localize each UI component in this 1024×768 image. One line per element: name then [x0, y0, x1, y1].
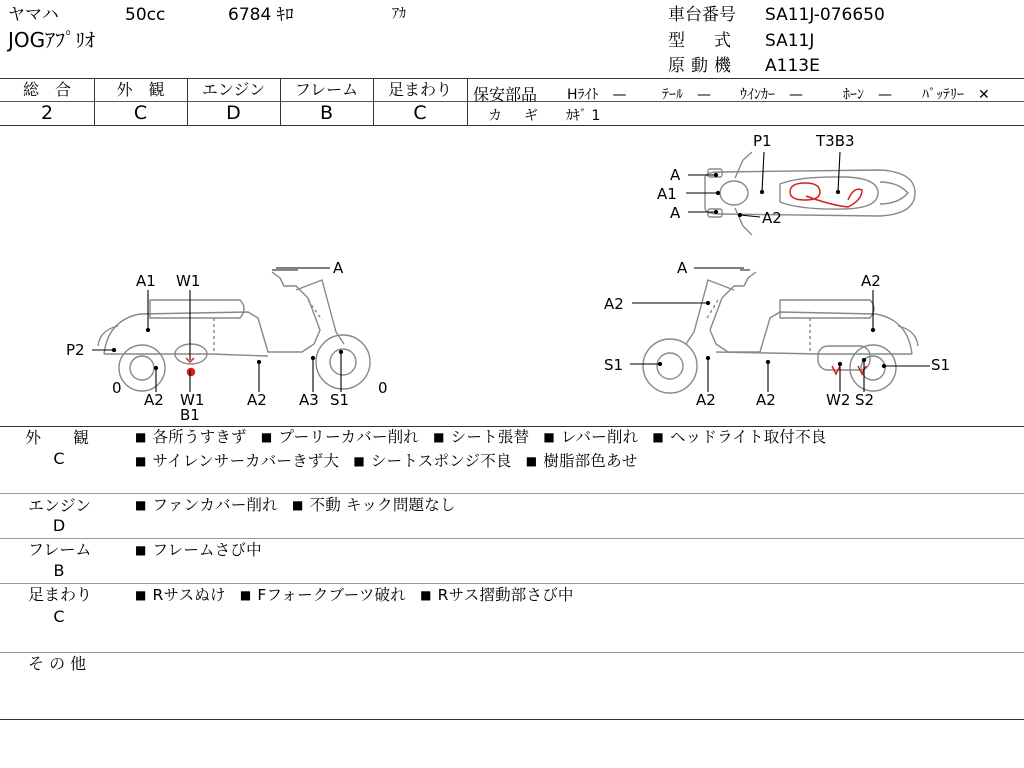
grade-header-frame: フレーム	[294, 80, 359, 99]
key-label: カ ギ	[488, 108, 542, 124]
safety-battery: ﾊﾞｯﾃﾘｰ ✕	[922, 87, 990, 103]
remark-text: シート張替	[450, 428, 530, 446]
label-right-a2-wheel: A2	[696, 391, 716, 409]
section-items	[135, 539, 1015, 563]
section-grade: B	[53, 561, 65, 580]
grade-header-suspension: 足まわり	[387, 80, 452, 99]
remark-text: ファンカバー削れ	[152, 496, 278, 514]
label-right-s1-front: S1	[604, 356, 624, 374]
bullet-square-icon: ■	[260, 430, 273, 444]
remark-item	[240, 586, 406, 604]
remark-text: レバー削れ	[560, 428, 639, 446]
frame-no-label: 車台番号	[668, 5, 736, 25]
safety-horn: ﾎｰﾝ —	[843, 87, 892, 103]
type-label: 型 式	[668, 31, 737, 51]
bullet-square-icon: ■	[135, 543, 147, 557]
damage-diagram	[0, 126, 1024, 426]
remark-text: プーリーカバー削れ	[278, 428, 419, 446]
grade-total: 2	[40, 102, 54, 124]
label-left-b1: B1	[180, 406, 200, 424]
grade-frame: B	[319, 102, 334, 124]
section-grade: C	[53, 449, 65, 468]
remark-item	[420, 586, 574, 604]
remark-text: 樹脂部色あせ	[543, 452, 638, 470]
mileage: 6784 ｷﾛ	[228, 5, 294, 25]
label-top-p1: P1	[753, 132, 772, 150]
engine-model: A113E	[765, 56, 820, 76]
label-top-a-lower: A	[670, 204, 681, 222]
remark-text: サイレンサーカバーきず大	[152, 452, 340, 470]
remark-text: Rサスぬけ	[152, 586, 226, 604]
bullet-square-icon: ■	[420, 588, 432, 602]
label-left-w1-bottom: W1	[180, 391, 205, 409]
remark-item	[135, 496, 278, 514]
section-grade: C	[53, 607, 65, 626]
bullet-square-icon: ■	[525, 454, 538, 468]
remark-text: フレームさび中	[152, 541, 262, 559]
bullet-square-icon: ■	[239, 588, 252, 602]
model-type: SA11J	[765, 31, 815, 51]
safety-headlight: Hﾗｲﾄ —	[567, 87, 627, 103]
remark-text: 各所うすきず	[152, 428, 247, 446]
key-value: ｶｷﾞ 1	[566, 108, 601, 124]
grade-exterior: C	[133, 102, 148, 124]
remark-item	[652, 428, 826, 446]
section-title: エンジン	[28, 496, 92, 515]
displacement: 50cc	[125, 5, 166, 25]
section-grade: D	[52, 516, 66, 535]
remark-item	[526, 452, 638, 470]
bullet-square-icon: ■	[135, 454, 147, 468]
section-title: フレーム	[28, 540, 92, 559]
section-title: そ の 他	[28, 654, 87, 673]
bullet-square-icon: ■	[353, 454, 365, 468]
safety-parts-label: 保安部品	[473, 85, 538, 104]
remark-text: ヘッドライト取付不良	[669, 428, 827, 446]
label-top-a-upper: A	[670, 166, 681, 184]
grade-header-total: 総 合	[22, 80, 71, 99]
color: ｱｶ	[392, 6, 406, 22]
label-left-a2-wheel: A2	[144, 391, 164, 409]
remark-item	[135, 428, 247, 446]
label-right-a2-floor: A2	[756, 391, 776, 409]
model-name: JOGｱﾌﾟﾘｵ	[8, 28, 96, 52]
bullet-square-icon: ■	[135, 430, 147, 444]
section-items	[135, 426, 1015, 474]
safety-taillight: ﾃｰﾙ —	[662, 87, 711, 103]
scooter-top-view	[705, 152, 915, 235]
maker: ヤマハ	[8, 5, 59, 25]
label-right-s2: S2	[855, 391, 875, 409]
label-left-a3: A3	[299, 391, 319, 409]
bullet-square-icon: ■	[543, 430, 555, 444]
section-items	[135, 494, 1015, 518]
label-top-t3b3: T3B3	[816, 132, 855, 150]
frame-no: SA11J-076650	[765, 5, 885, 25]
label-left-w1-top: W1	[176, 272, 201, 290]
grade-suspension: C	[413, 102, 427, 124]
label-left-0-rear: 0	[378, 379, 388, 397]
bullet-square-icon: ■	[433, 430, 445, 444]
remark-text: シートスポンジ不良	[370, 452, 512, 470]
label-left-0-front: 0	[112, 379, 122, 397]
section-title: 足まわり	[28, 585, 93, 604]
label-right-w2: W2	[826, 391, 851, 409]
remark-item	[543, 428, 638, 446]
label-right-s1-rear: S1	[931, 356, 951, 374]
label-left-p2: P2	[66, 341, 85, 359]
bullet-square-icon: ■	[135, 498, 147, 512]
grade-header-engine: エンジン	[201, 80, 266, 99]
grade-engine: D	[226, 102, 241, 124]
label-left-a1: A1	[136, 272, 156, 290]
remark-text: Rサス摺動部さび中	[437, 586, 574, 604]
remark-item	[135, 541, 262, 559]
remark-item	[433, 428, 529, 446]
label-left-a: A	[333, 259, 344, 277]
bullet-square-icon: ■	[652, 430, 664, 444]
remark-text: 不動 キック問題なし	[309, 496, 456, 514]
bullet-square-icon: ■	[291, 498, 304, 512]
engine-label: 原動機	[668, 56, 737, 76]
section-items	[135, 584, 1015, 608]
label-right-a: A	[677, 259, 688, 277]
remark-item	[135, 452, 339, 470]
safety-winker: ｳｲﾝｶｰ —	[740, 87, 803, 103]
section-title: 外 観	[25, 428, 98, 447]
bullet-square-icon: ■	[135, 588, 147, 602]
label-left-a2-floor: A2	[247, 391, 267, 409]
label-top-a1: A1	[657, 185, 677, 203]
remark-text: Fフォークブーツ破れ	[257, 586, 406, 604]
label-top-a2: A2	[762, 209, 782, 227]
remark-item	[292, 496, 456, 514]
label-left-s1: S1	[330, 391, 350, 409]
label-right-a2-front: A2	[604, 295, 624, 313]
remark-item	[353, 452, 511, 470]
remark-item	[135, 586, 226, 604]
grade-header-exterior: 外 観	[116, 80, 165, 99]
label-right-a2-rear: A2	[861, 272, 881, 290]
remark-item	[261, 428, 419, 446]
